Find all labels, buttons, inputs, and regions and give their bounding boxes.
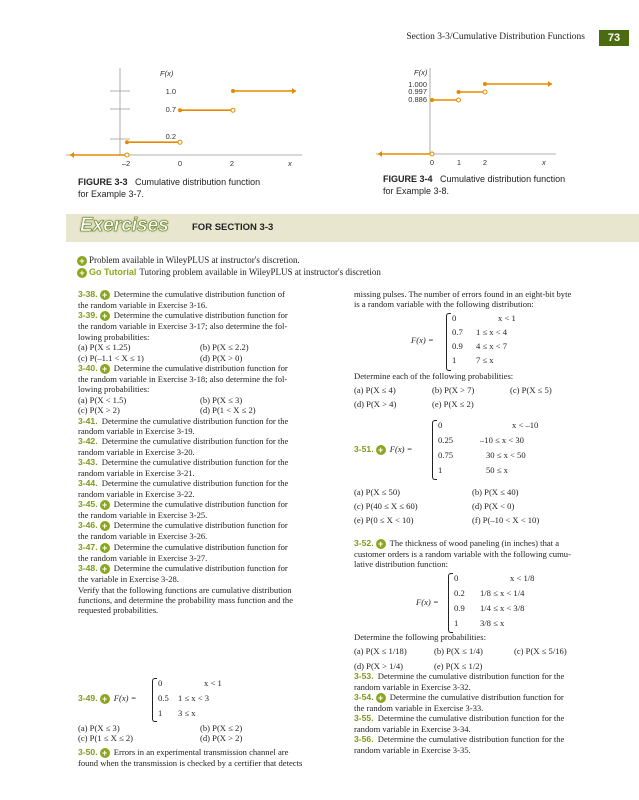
ex-3-51-row1-value: 0 (438, 420, 443, 430)
ex-3-47-text: Determine the cumulative distribution function for (113, 541, 288, 552)
ex-3-52-e: (e) P(X ≤ 1/2) (434, 660, 483, 671)
ex-3-51-row2-value: 0.25 (438, 435, 454, 445)
ex-3-54-number: 3-54. (354, 692, 374, 703)
ex-3-51-row3-cond: 30 ≤ x < 50 (486, 450, 526, 460)
legend-text-1: Problem available in WileyPLUS at instructor's discretion. (89, 255, 300, 265)
ex-3-45-number: 3-45. (78, 498, 98, 509)
plus-icon: + (100, 521, 110, 531)
ex-3-50-text2: found when the transmission is checked by a certifier that detects (78, 757, 303, 768)
ex-3-41-number: 3-41. (78, 415, 98, 426)
ex-3-38-text: Determine the cumulative distribution function of (113, 289, 285, 299)
ex-3-46-text2: the random variable in Exercise 3-26. (78, 531, 208, 542)
ex-3-46-number: 3-46. (78, 520, 98, 531)
ex-3-50-row4-value: 1 (452, 355, 457, 365)
ex-3-44-number: 3-44. (78, 478, 98, 489)
ex-3-49-b: (b) P(X ≤ 2) (200, 723, 243, 733)
fig33-closed-point-4 (231, 89, 235, 93)
plus-icon: + (100, 694, 110, 704)
ex-3-50-a: (a) P(X ≤ 4) (354, 385, 396, 396)
fig34-caption-text: Cumulative distribution function (440, 174, 566, 184)
ex-3-49-row3-cond: 3 ≤ x (178, 708, 196, 718)
fig33-open-point-2 (178, 140, 182, 144)
ex-3-40-text: Determine the cumulative distribution function for (113, 363, 288, 374)
fig33-steps (70, 88, 296, 158)
fig33-xlabel: x (288, 159, 292, 168)
ex-3-38-number: 3-38. (78, 289, 98, 299)
ex-3-51-e: (e) P(0 ≤ X < 10) (354, 515, 414, 525)
fig33-closed-point-3 (178, 108, 182, 112)
ex-3-50-text: Errors in an experimental transmission channel are (113, 746, 289, 757)
fig33-closed-point-2 (125, 140, 129, 144)
ex-3-55-text2: random variable in Exercise 3-34. (354, 723, 471, 734)
verify-text-1: Verify that the following functions are cumulative distribution (78, 584, 292, 595)
ex-3-51-row4-cond: 50 ≤ x (486, 465, 508, 475)
ex-3-47-number: 3-47. (78, 541, 98, 552)
ex-3-52-a: (a) P(X ≤ 1/18) (354, 646, 407, 657)
ex-3-51-block (354, 420, 616, 480)
ex-3-55-text: Determine the cumulative distribution function for the (377, 713, 565, 724)
ex-3-41-text2: random variable in Exercise 3-19. (78, 426, 195, 437)
ex-3-52-text: The thickness of wood paneling (in inches) that a (389, 538, 560, 548)
ex-3-50-number: 3-50. (78, 746, 98, 757)
ex-3-50-b: (b) P(X > 7) (432, 385, 475, 396)
ex-3-52-number: 3-52. (354, 538, 374, 548)
ex-3-49-block (78, 678, 338, 722)
fig34-caption-label: FIGURE 3-4 (383, 174, 433, 184)
ex-3-38-text2: the random variable in Exercise 3-16. (78, 300, 208, 310)
ex-3-51-row4-value: 1 (438, 465, 443, 475)
ex-3-49-number: 3-49. (78, 693, 98, 703)
ex-3-41-text: Determine the cumulative distribution function for the (101, 415, 289, 426)
fig33-ytick-2: 0.7 (165, 105, 176, 114)
ex-3-52-text3: lative distribution function: (354, 559, 449, 570)
ex-3-51-row1-cond: x < –10 (512, 420, 539, 430)
ex-3-39-text: Determine the cumulative distribution function for (113, 310, 288, 321)
fig33-xtick-1: –2 (121, 159, 131, 168)
fig34-ylabel: F(x) (414, 68, 428, 77)
ex-3-39-d: (d) P(X > 0) (200, 352, 243, 363)
fig33-open-point-3 (231, 108, 235, 112)
fig34-xtick-3: 2 (482, 158, 488, 167)
fig34-steps (378, 81, 552, 157)
ex-3-39-text2: the random variable in Exercise 3-17; also determine the fol- (78, 321, 288, 332)
ex-3-54-text: Determine the cumulative distribution function for (389, 692, 564, 703)
ex-3-52-parts (354, 632, 616, 755)
ex-3-50-e: (e) P(X ≤ 2) (432, 398, 474, 409)
ex-3-43-text: Determine the cumulative distribution function for the (101, 457, 289, 468)
fig34-closed-point-3 (457, 90, 461, 94)
ex-3-40-c: (c) P(X > 2) (78, 405, 120, 416)
fig34-ytick-2: 0.997 (408, 87, 427, 96)
fig34-open-point-2 (457, 98, 461, 102)
ex-3-52-text-block (354, 538, 616, 570)
ex-3-53-number: 3-53. (354, 671, 374, 682)
ex-3-51-row3-value: 0.75 (438, 450, 454, 460)
fig34-left-arrow (378, 151, 382, 157)
ex-3-44-text: Determine the cumulative distribution function for the (101, 478, 289, 489)
plus-icon: + (100, 564, 110, 574)
ex-3-49-row2-value: 0.5 (158, 693, 169, 703)
plus-icon: + (100, 311, 110, 321)
fig33-caption-text: Cumulative distribution function (135, 177, 261, 187)
fig34-right-arrow (548, 81, 552, 87)
legend-line-1 (77, 255, 300, 266)
fig33-ytick-3: 0.2 (165, 132, 176, 141)
ex-3-47-text2: the random variable in Exercise 3-27. (78, 552, 208, 563)
fig33-open-point-1 (125, 153, 129, 157)
ex-3-50-row3-value: 0.9 (452, 341, 463, 351)
ex-3-46-text: Determine the cumulative distribution function for (113, 520, 288, 531)
ex-3-43-number: 3-43. (78, 457, 98, 468)
plus-icon: + (376, 445, 386, 455)
ex-3-50-row1-value: 0 (452, 313, 457, 323)
ex-3-48-number: 3-48. (78, 563, 98, 574)
page-number: 73 (599, 30, 629, 46)
fig33-right-arrow (292, 88, 296, 94)
fig34-ytick-3: 0.886 (408, 95, 427, 104)
ex-3-49-fx: F(x) = (113, 693, 137, 703)
ex-3-52-determine: Determine the following probabilities: (354, 632, 486, 642)
ex-3-52-row4-cond: 3/8 ≤ x (480, 618, 505, 628)
ex-3-51-number: 3-51. (354, 444, 374, 454)
ex-3-50-parts (354, 371, 616, 409)
fig33-ytick-1: 1.0 (165, 87, 176, 96)
fig34-closed-point-4 (483, 82, 487, 86)
plus-icon: + (376, 539, 386, 549)
fig33-left-arrow (70, 152, 74, 158)
left-column (78, 289, 340, 616)
fig34-xlabel: x (542, 158, 546, 167)
ex-3-52-text2: customer orders is a random variable with the following cumu- (354, 549, 571, 559)
ex-3-42-text: Determine the cumulative distribution function for the (101, 436, 289, 447)
ex-3-56-text2: random variable in Exercise 3-35. (354, 744, 471, 755)
ex-3-52-row3-value: 0.9 (454, 603, 465, 613)
ex-3-39-b: (b) P(X ≤ 2.2) (200, 342, 249, 353)
ex-3-52-row1-value: 0 (454, 573, 459, 583)
ex-3-39-number: 3-39. (78, 310, 98, 321)
figure-3-3-chart (60, 62, 310, 172)
ex-3-50-row2-value: 0.7 (452, 327, 463, 337)
ex-3-49-row1-cond: x < 1 (204, 678, 222, 688)
exercises-title: Exercises (80, 215, 169, 236)
ex-3-45-text2: the random variable in Exercise 3-25. (78, 509, 208, 520)
ex-3-50-d: (d) P(X > 4) (354, 398, 397, 409)
ex-3-51-c: (c) P(40 ≤ X ≤ 60) (354, 501, 418, 511)
ex-3-39-a: (a) P(X ≤ 1.25) (78, 342, 131, 353)
verify-text-3: requested probabilities. (78, 605, 159, 616)
ex-3-52-fx: F(x) = (416, 597, 439, 607)
ex-3-54-text2: the random variable in Exercise 3-33. (354, 703, 484, 714)
running-title: Section 3-3/Cumulative Distribution Functions (406, 32, 585, 42)
ex-3-50-row2-cond: 1 ≤ x < 4 (476, 327, 508, 337)
figure-3-4-caption (383, 173, 623, 197)
ex-3-39-text3: lowing probabilities: (78, 331, 150, 342)
plus-icon: + (100, 290, 110, 300)
fig33-xtick-2: 0 (177, 159, 183, 168)
ex-3-52-piecewise (354, 573, 616, 633)
fig34-open-point-3 (483, 90, 487, 94)
verify-text-2: functions, and determine the probability mass function and the (78, 594, 294, 605)
ex-3-40-d: (d) P(1 < X ≤ 2) (200, 405, 256, 416)
ex-3-50-fx: F(x) = (411, 335, 434, 345)
ex-3-43-text2: random variable in Exercise 3-21. (78, 467, 195, 478)
ex-3-44-text2: random variable in Exercise 3-22. (78, 488, 195, 499)
exercises-bar (66, 214, 639, 242)
ex-3-40-number: 3-40. (78, 363, 98, 374)
ex-3-49-c: (c) P(1 ≤ X ≤ 2) (78, 733, 134, 744)
fig34-ytick-1: 1.000 (408, 80, 427, 89)
figure-3-4-chart (372, 62, 562, 172)
fig34-xtick-1: 0 (429, 158, 435, 167)
ex-3-55-number: 3-55. (354, 713, 374, 724)
ex-3-51-parts (354, 485, 616, 527)
ex-3-40-a: (a) P(X < 1.5) (78, 394, 127, 405)
go-tutorial-label: Go Tutorial (89, 267, 137, 277)
ex-3-42-text2: random variable in Exercise 3-20. (78, 446, 195, 457)
fig33-ylabel: F(x) (160, 69, 174, 78)
figure-3-3-caption (78, 176, 298, 200)
exercises-section: FOR SECTION 3-3 (192, 222, 274, 233)
plus-icon: + (100, 748, 110, 758)
ex-3-52-b: (b) P(X ≤ 1/4) (434, 646, 483, 657)
ex-3-52-row2-cond: 1/8 ≤ x < 1/4 (480, 588, 525, 598)
ex-3-50-cont1: missing pulses. The number of errors found in an eight-bit byte (354, 289, 572, 299)
ex-3-40-text3: lowing probabilities: (78, 384, 150, 395)
ex-3-51-a: (a) P(X ≤ 50) (354, 487, 401, 497)
ex-3-49-parts (78, 723, 340, 768)
right-column-top (354, 289, 616, 310)
plus-icon: + (376, 693, 386, 703)
fig33-xtick-3: 2 (229, 159, 235, 168)
ex-3-50-c: (c) P(X ≤ 5) (510, 385, 552, 396)
ex-3-50-cont2: is a random variable with the following distribution: (354, 299, 534, 310)
ex-3-49-d: (d) P(X > 2) (200, 733, 243, 744)
plus-icon: + (100, 364, 110, 374)
ex-3-51-fx: F(x) = (389, 444, 413, 454)
ex-3-40-b: (b) P(X ≤ 3) (200, 394, 243, 405)
plus-icon: + (100, 500, 110, 510)
ex-3-45-text: Determine the cumulative distribution function for (113, 498, 288, 509)
plus-icon: + (100, 543, 110, 553)
fig33-caption-label: FIGURE 3-3 (78, 177, 128, 187)
legend-line-2 (77, 267, 381, 278)
ex-3-56-text: Determine the cumulative distribution function for the (377, 734, 565, 745)
ex-3-50-determine: Determine each of the following probabilities: (354, 371, 514, 381)
plus-icon: + (77, 256, 87, 266)
ex-3-50-row4-cond: 7 ≤ x (476, 355, 494, 365)
ex-3-52-d: (d) P(X > 1/4) (354, 660, 404, 671)
ex-3-50-piecewise (354, 313, 616, 369)
ex-3-49-row1-value: 0 (158, 678, 163, 688)
ex-3-42-number: 3-42. (78, 436, 98, 447)
legend-text-2: Tutoring problem available in WileyPLUS at instructor's discretion (139, 267, 381, 277)
ex-3-51-row2-cond: –10 ≤ x < 30 (480, 435, 524, 445)
ex-3-50-row1-cond: x < 1 (498, 313, 516, 323)
fig34-caption-line2: for Example 3-8. (383, 186, 450, 196)
fig34-open-point-1 (430, 152, 434, 156)
ex-3-49-row3-value: 1 (158, 708, 163, 718)
fig34-xtick-2: 1 (456, 158, 462, 167)
ex-3-51-d: (d) P(X < 0) (472, 501, 515, 511)
ex-3-52-row4-value: 1 (454, 618, 459, 628)
ex-3-51-b: (b) P(X ≤ 40) (472, 487, 519, 497)
ex-3-53-text: Determine the cumulative distribution function for the (377, 671, 565, 682)
ex-3-49-a: (a) P(X ≤ 3) (78, 723, 120, 733)
ex-3-52-c: (c) P(X ≤ 5/16) (514, 646, 567, 657)
ex-3-49-row2-cond: 1 ≤ x < 3 (178, 693, 210, 703)
ex-3-40-text2: the random variable in Exercise 3-18; also determine the fol- (78, 374, 288, 385)
ex-3-52-row2-value: 0.2 (454, 588, 465, 598)
ex-3-52-row1-cond: x < 1/8 (510, 573, 535, 583)
ex-3-39-c: (c) P(–1.1 < X ≤ 1) (78, 352, 144, 363)
ex-3-48-text: Determine the cumulative distribution function for (113, 563, 288, 574)
fig34-closed-point-2 (430, 98, 434, 102)
ex-3-50-row3-cond: 4 ≤ x < 7 (476, 341, 508, 351)
ex-3-48-text2: the variable in Exercise 3-28. (78, 574, 179, 585)
page-header (0, 0, 639, 46)
ex-3-53-text2: random variable in Exercise 3-32. (354, 681, 471, 692)
fig33-caption-line2: for Example 3-7. (78, 189, 145, 199)
plus-icon: + (77, 268, 87, 278)
ex-3-56-number: 3-56. (354, 734, 374, 745)
ex-3-51-f: (f) P(–10 < X < 10) (472, 515, 540, 525)
ex-3-52-row3-cond: 1/4 ≤ x < 3/8 (480, 603, 525, 613)
